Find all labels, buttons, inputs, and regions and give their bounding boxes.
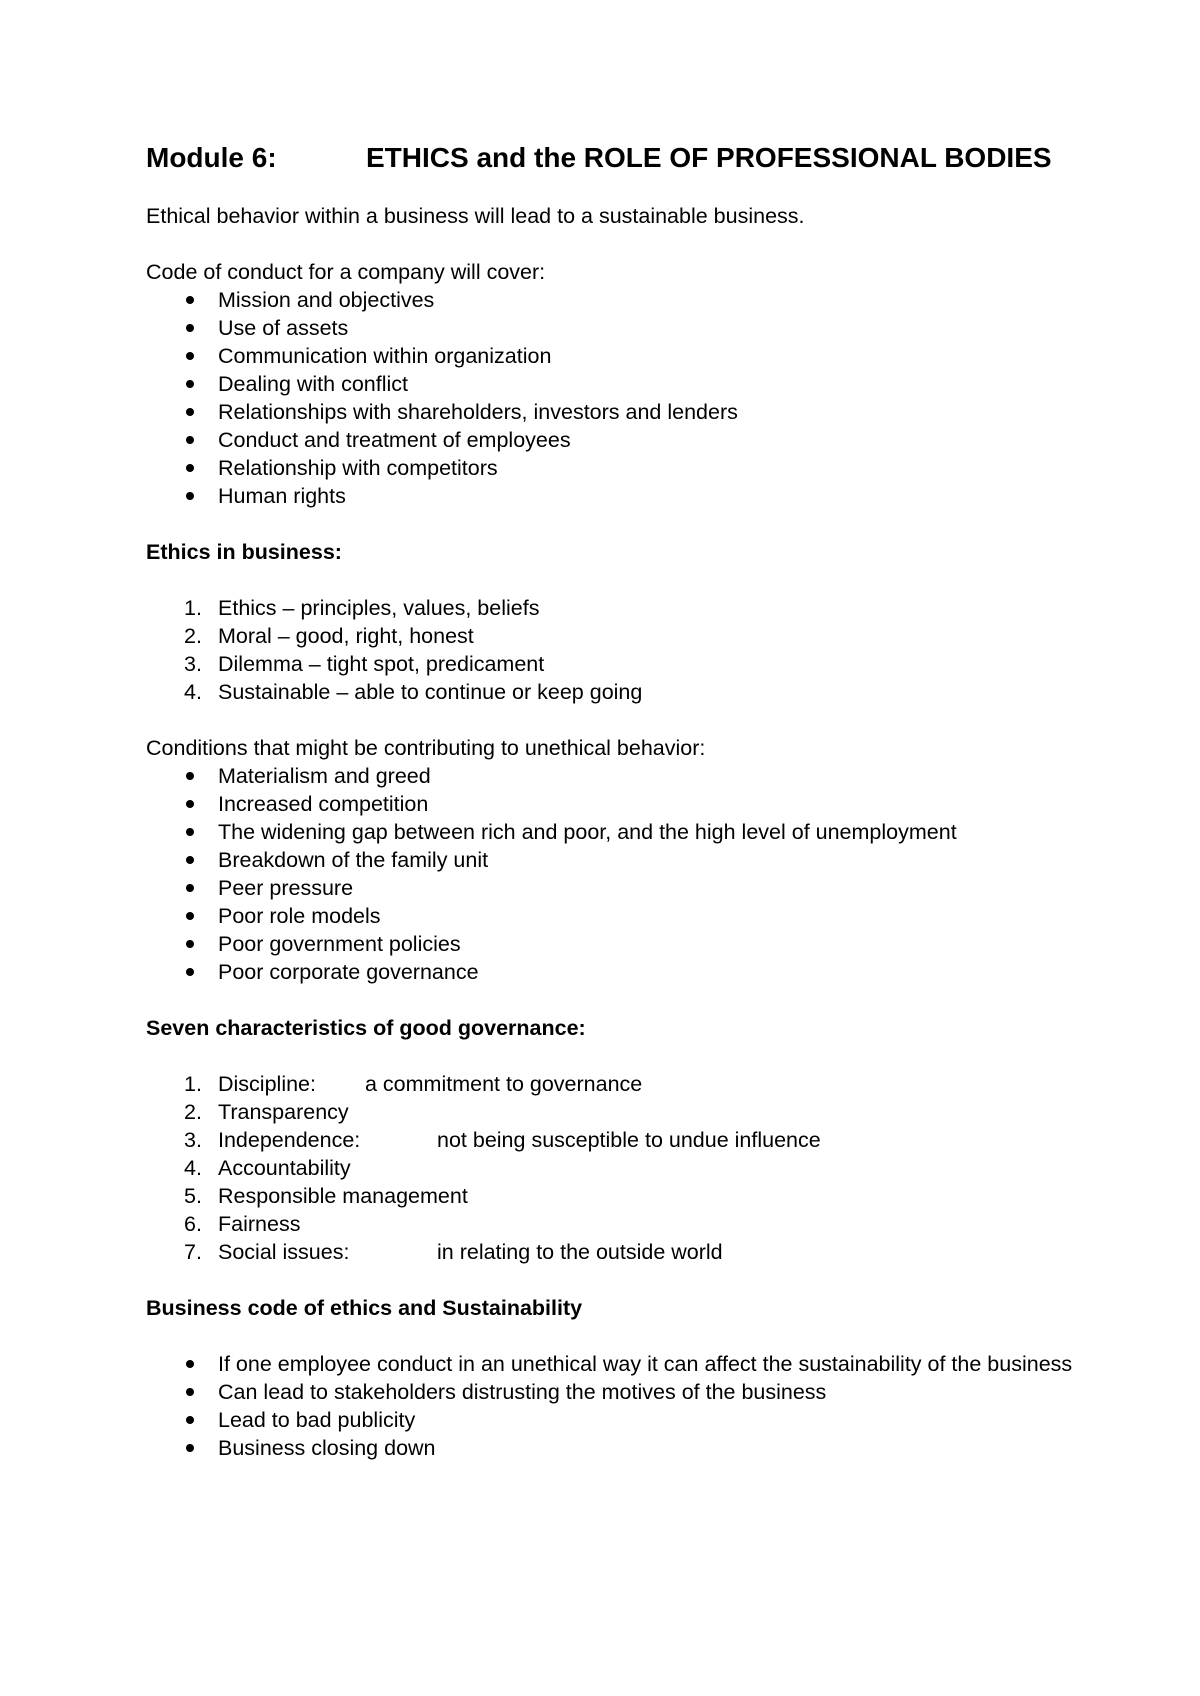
- title-label: Module 6:: [146, 142, 277, 173]
- bullet-icon: [186, 772, 194, 780]
- ethics-in-business-heading: Ethics in business:: [146, 540, 342, 564]
- list-item: Relationships with shareholders, investors and lenders: [146, 398, 1086, 426]
- bullet-icon: [186, 828, 194, 836]
- intro-paragraph: Ethical behavior within a business will lead to a sustainable business.: [146, 204, 805, 228]
- bullet-icon: [186, 324, 194, 332]
- list-item: 7. Social issues: in relating to the outside world: [184, 1240, 723, 1264]
- governance-heading: Seven characteristics of good governance:: [146, 1016, 586, 1040]
- ethics-in-business-list: [146, 594, 1086, 706]
- bullet-icon: [186, 968, 194, 976]
- list-item: Poor government policies: [146, 930, 1086, 958]
- list-item: 5. Responsible management: [184, 1184, 468, 1208]
- bullet-icon: [186, 492, 194, 500]
- list-item: Conduct and treatment of employees: [146, 426, 1086, 454]
- code-of-conduct-lead: Code of conduct for a company will cover:: [146, 260, 546, 284]
- document-page: [146, 140, 1086, 1462]
- list-item: The widening gap between rich and poor, and the high level of unemployment: [146, 818, 1086, 846]
- list-item: Dealing with conflict: [146, 370, 1086, 398]
- bullet-icon: [186, 408, 194, 416]
- bullet-icon: [186, 884, 194, 892]
- list-item: Can lead to stakeholders distrusting the motives of the business: [146, 1378, 1086, 1406]
- sustainability-heading: Business code of ethics and Sustainability: [146, 1296, 583, 1320]
- code-of-conduct-list: [146, 286, 1086, 510]
- bullet-icon: [186, 436, 194, 444]
- sustainability-list: [146, 1350, 1086, 1462]
- bullet-icon: [186, 800, 194, 808]
- bullet-icon: [186, 1360, 194, 1368]
- list-item: 1. Discipline: a commitment to governance: [184, 1072, 643, 1096]
- list-item: Mission and objectives: [146, 286, 1086, 314]
- list-item: Poor role models: [146, 902, 1086, 930]
- list-item: Communication within organization: [146, 342, 1086, 370]
- bullet-icon: [186, 1416, 194, 1424]
- bullet-icon: [186, 352, 194, 360]
- list-item: Materialism and greed: [146, 762, 1086, 790]
- list-item: 2. Transparency: [184, 1100, 349, 1124]
- list-item: 1. Ethics – principles, values, beliefs: [184, 596, 540, 620]
- list-item: 3. Independence: not being susceptible to undue influence: [184, 1128, 821, 1152]
- bullet-icon: [186, 940, 194, 948]
- list-item: 6. Fairness: [184, 1212, 301, 1236]
- list-item: 2. Moral – good, right, honest: [184, 624, 474, 648]
- document-title: [146, 140, 1086, 175]
- list-item: 3. Dilemma – tight spot, predicament: [184, 652, 545, 676]
- bullet-icon: [186, 1444, 194, 1452]
- bullet-icon: [186, 464, 194, 472]
- list-item: Peer pressure: [146, 874, 1086, 902]
- list-item: Breakdown of the family unit: [146, 846, 1086, 874]
- list-item: Increased competition: [146, 790, 1086, 818]
- list-item: Use of assets: [146, 314, 1086, 342]
- list-item: Poor corporate governance: [146, 958, 1086, 986]
- list-item: 4. Accountability: [184, 1156, 351, 1180]
- list-item: Business closing down: [146, 1434, 1086, 1462]
- conditions-list: [146, 762, 1086, 986]
- title-text: ETHICS and the ROLE OF PROFESSIONAL BODIES: [366, 142, 1052, 173]
- list-item: Human rights: [146, 482, 1086, 510]
- bullet-icon: [186, 380, 194, 388]
- list-item: 4. Sustainable – able to continue or keep going: [184, 680, 643, 704]
- list-item: If one employee conduct in an unethical way it can affect the sustainability of the business: [146, 1350, 1086, 1378]
- bullet-icon: [186, 296, 194, 304]
- governance-list: [146, 1070, 1086, 1266]
- bullet-icon: [186, 856, 194, 864]
- bullet-icon: [186, 912, 194, 920]
- conditions-lead: Conditions that might be contributing to unethical behavior:: [146, 736, 706, 760]
- list-item: Lead to bad publicity: [146, 1406, 1086, 1434]
- list-item: Relationship with competitors: [146, 454, 1086, 482]
- bullet-icon: [186, 1388, 194, 1396]
